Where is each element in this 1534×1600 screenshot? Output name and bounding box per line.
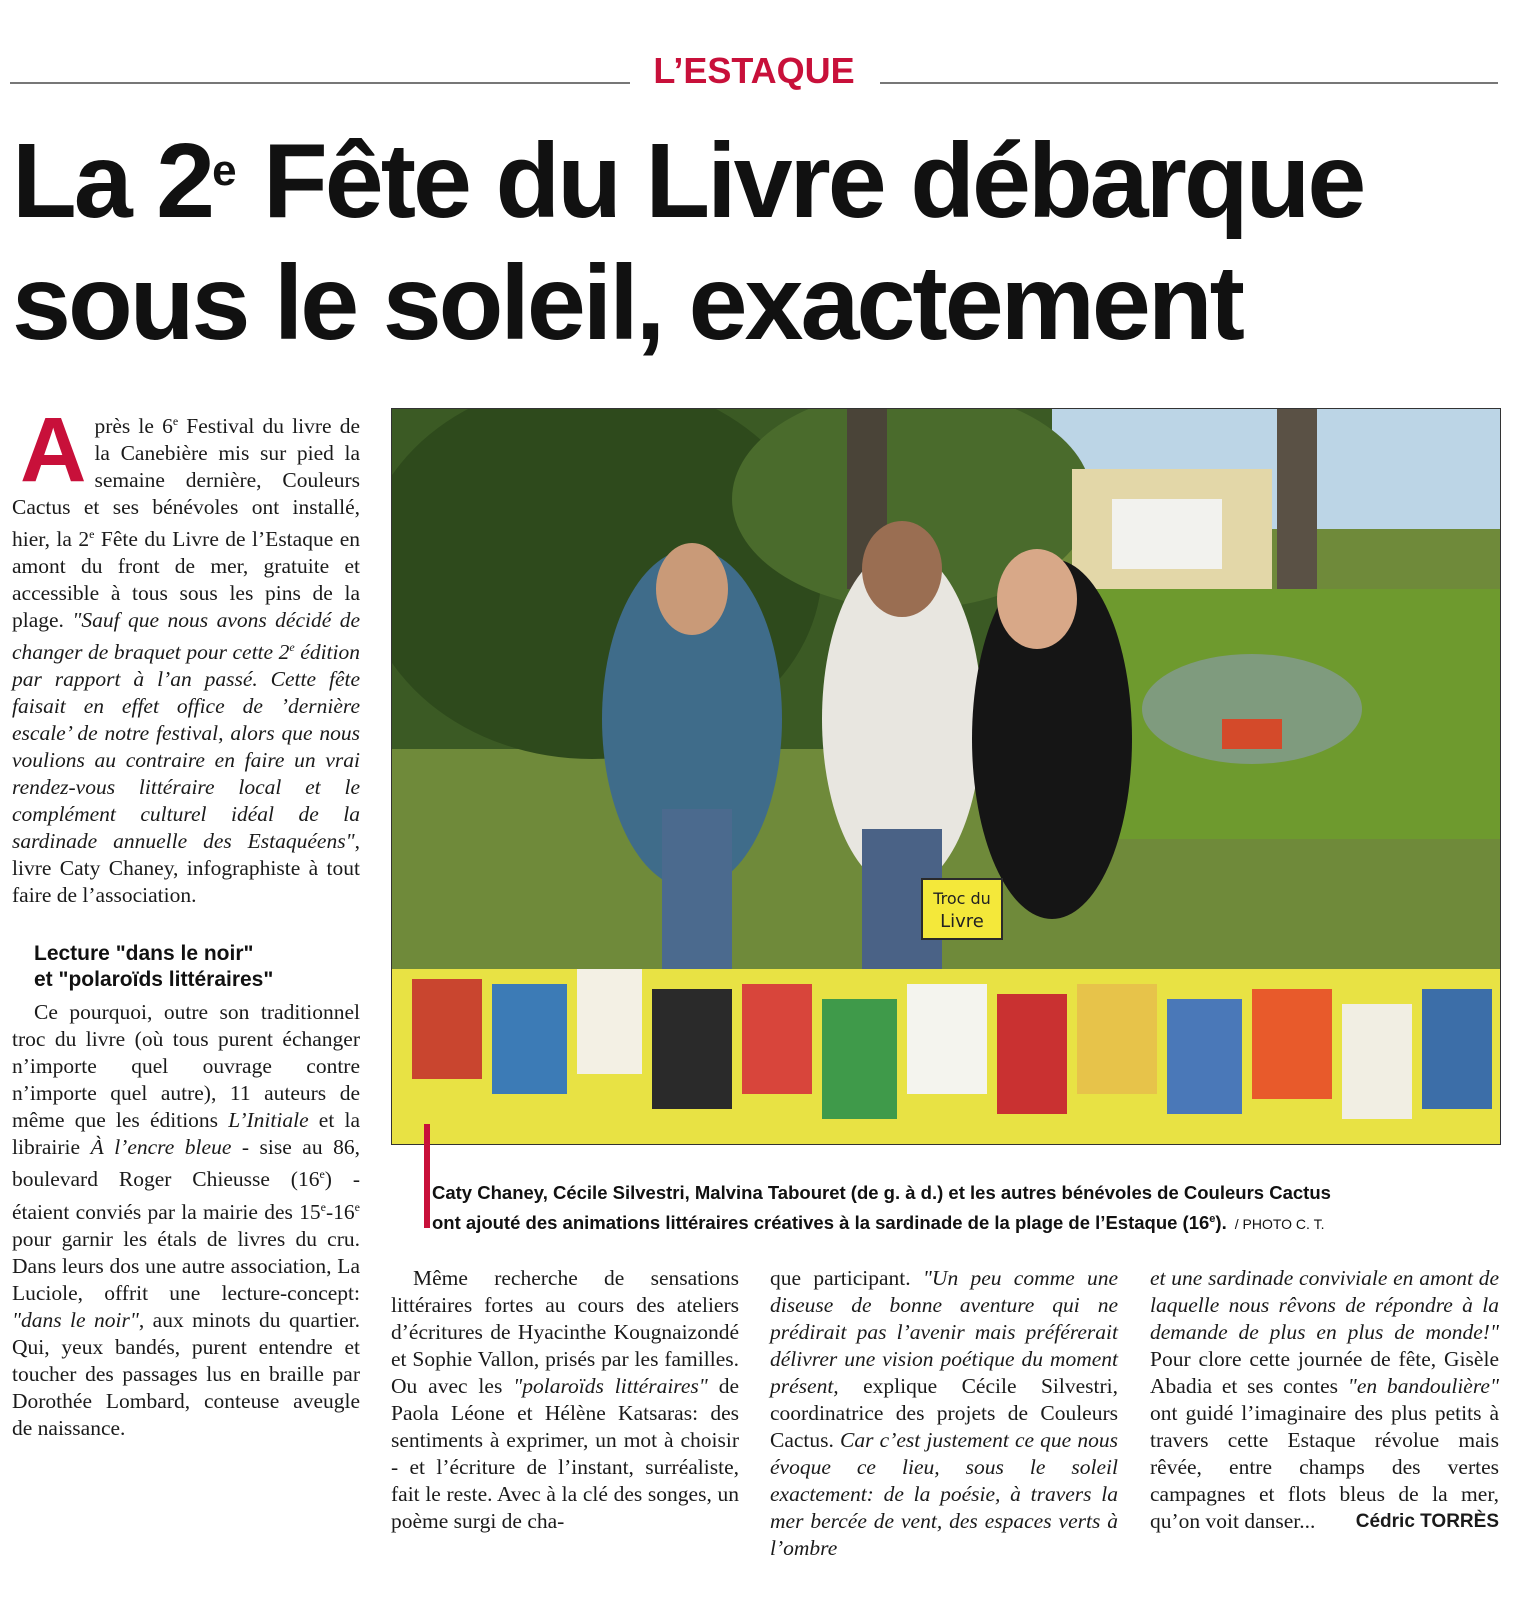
italic-run: "en bandoulière" — [1347, 1374, 1499, 1398]
article-column-3 — [770, 1265, 1118, 1562]
headline-text-b: Fête du Livre débarque — [236, 122, 1364, 240]
italic-run: L’Initiale — [228, 1108, 309, 1133]
italic-run: "dans le noir" — [12, 1307, 139, 1332]
drop-cap: A — [20, 399, 87, 501]
text-run: pour garnir les étals de livres du cru. Dans leurs dos une autre association, La Luciole, offrit une lecture-concept: — [12, 1226, 360, 1305]
photo-caption — [432, 1180, 1512, 1237]
text-run: de Paola Léone et Hélène Katsaras: des sentiments à exprimer, un mot à choisir - et l’écriture de l’instant, surréaliste, fait le reste. Avec à la clé des songes, un poème surgi de cha- — [391, 1374, 739, 1533]
text-run: Fête du Livre de l’Estaque en amont du front de mer, gratuite et accessible à tous sous les pins de la plage. — [12, 527, 360, 633]
quote-run: et une sardinade conviviale en amont de laquelle nous rêvons de répondre à la demande de plus en plus de monde!" — [1150, 1266, 1499, 1344]
photo-credit: / PHOTO C. T. — [1234, 1216, 1325, 1233]
text-run: près le 6 — [94, 414, 173, 439]
article-column-1 — [12, 399, 361, 1442]
photo-illustration — [392, 409, 1500, 1144]
author-byline: Cédric TORRÈS — [1355, 1511, 1499, 1532]
text-run: Festival du livre de la Canebière mis sur pied la semaine dernière, Couleurs Cactus et ses bénévoles ont installé, hier, la 2 — [12, 414, 360, 552]
ordinal: e — [320, 1199, 326, 1214]
quote-run: "Sauf que nous avons décidé de changer de braquet pour cette 2 — [12, 608, 361, 665]
headline-line-2: sous le soleil, exactement — [12, 244, 1242, 362]
body-paragraph — [391, 1265, 739, 1535]
ordinal: e — [172, 414, 179, 428]
body-paragraph — [1150, 1265, 1499, 1535]
headline — [12, 120, 1512, 364]
text-run: ) - étaient conviés par la mairie des 15 — [12, 1167, 360, 1224]
caption-line-2 — [432, 1206, 1512, 1237]
headline-text-a: La 2 — [12, 122, 213, 240]
intertitle-line-1: Lecture "dans le noir" — [34, 942, 254, 966]
text-run: ont guidé l’imaginaire des plus petits à travers cette Estaque révolue mais rêvée, entre champs des vertes campagnes et flots bleus de la mer, qu’on voit danser... — [1150, 1401, 1499, 1533]
intertitle-line-2: et "polaroïds littéraires" — [34, 968, 274, 992]
section-rubric — [10, 50, 1498, 90]
text-run: , livre Caty Chaney, infographiste à tout faire de l’association. — [12, 829, 360, 908]
sign-line-2: Livre — [940, 911, 984, 932]
caption-text: ). — [1215, 1212, 1227, 1234]
ordinal: e — [319, 1167, 325, 1182]
text-run: -16 — [326, 1199, 355, 1224]
article-column-2 — [391, 1265, 739, 1535]
quote-run: "Un peu comme une diseuse de bonne aventure qui ne prédirait pas l’avenir mais préférerait délivrer une vision poétique du moment présent, — [770, 1266, 1119, 1398]
headline-ordinal: e — [212, 146, 237, 195]
caption-accent-bar — [424, 1124, 430, 1228]
text-run: , aux minots du quartier. Qui, yeux bandés, purent entendre et toucher des passages lus en braille par Dorothée Lombard, conteuse aveugle de naissance. — [12, 1307, 361, 1440]
quote-run: édition par rapport à l’an passé. Cette fête faisait en effet office de ’dernière escale’ de notre festival, alors que nous voulions au contraire en faire un vrai rendez-vous littéraire local et le complément culturel idéal de la sardinade annuelle des Estaquéens" — [12, 640, 360, 854]
body-paragraph — [770, 1265, 1118, 1562]
italic-run: "polaroïds littéraires" — [513, 1374, 708, 1398]
body-paragraph — [12, 999, 360, 1441]
article-photo — [391, 408, 1501, 1145]
quote-run: Car c’est justement ce que nous évoque ce lieu, sous le soleil exactement: de la poésie, à travers la mer bercée de vent, des espaces verts à l’ombre — [770, 1428, 1118, 1560]
text-run: et la librairie — [12, 1108, 360, 1160]
italic-run: À l’encre bleue — [90, 1135, 232, 1160]
article-column-4 — [1150, 1265, 1499, 1535]
section-label: L’ESTAQUE — [653, 50, 855, 91]
text-run: Même recherche de sensations littéraires fortes au cours des ateliers d’écritures de Hyacinthe Kougnaizondé et Sophie Vallon, prisés par les familles. Ou avec les — [391, 1266, 739, 1398]
intertitle — [34, 941, 360, 993]
headline-line-1 — [12, 120, 1512, 242]
caption-text: ont ajouté des animations littéraires créatives à la sardinade de la plage de l’Estaque (16 — [432, 1212, 1210, 1234]
sign-line-1: Troc du — [933, 889, 991, 908]
rubric-rule-right — [880, 82, 1498, 84]
ordinal: e — [89, 527, 95, 542]
text-run: Pour clore cette journée de fête, Gisèle Abadia et ses contes — [1150, 1347, 1499, 1398]
ordinal: e — [354, 1199, 360, 1214]
text-run: que participant. — [770, 1266, 923, 1290]
ordinal: e — [289, 640, 295, 655]
caption-line-1: Caty Chaney, Cécile Silvestri, Malvina Tabouret (de g. à d.) et les autres bénévoles de Couleurs Cactus — [432, 1182, 1331, 1203]
text-run: explique Cécile Silvestri, coordinatrice des projets de Couleurs Cactus. — [770, 1374, 1118, 1452]
ordinal: e — [1209, 1213, 1216, 1225]
text-run: - sise au 86, boulevard Roger Chieusse (16 — [12, 1135, 360, 1192]
text-run: Ce pourquoi, outre son traditionnel troc du livre (où tous purent échanger n’importe quel ouvrage contre n’importe quel autre), 11 auteurs de même que les éditions — [12, 1000, 360, 1133]
